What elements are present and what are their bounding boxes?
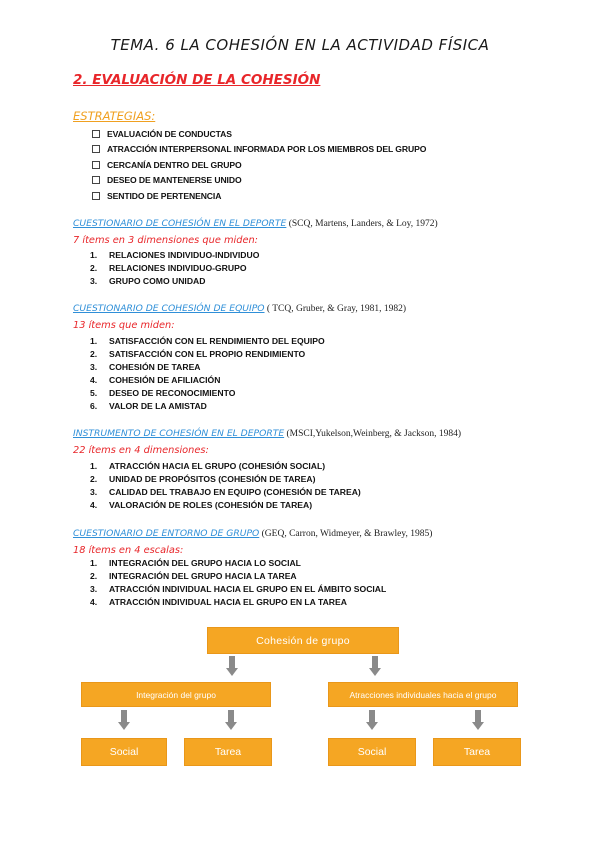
questionnaire-list: [90, 459, 361, 511]
questionnaire-heading: [73, 303, 406, 314]
questionnaire-reference: (GEQ, Carron, Widmeyer, & Brawley, 1985): [259, 529, 433, 539]
strategy-item: CERCANÍA DENTRO DEL GRUPO: [92, 157, 426, 173]
page-title: TEMA. 6 LA COHESIÓN EN LA ACTIVIDAD FÍSICA: [110, 36, 490, 54]
strategy-item: EVALUACIÓN DE CONDUCTAS: [92, 126, 426, 142]
list-item: 2. UNIDAD DE PROPÓSITOS (COHESIÓN DE TAREA): [90, 473, 316, 484]
checkbox-icon[interactable]: [92, 192, 100, 200]
list-item: 1. ATRACCIÓN HACIA EL GRUPO (COHESIÓN SOCIAL): [90, 460, 326, 471]
questionnaire-reference: (MSCI,Yukelson,Weinberg, & Jackson, 1984): [284, 429, 462, 439]
section-title: 2. EVALUACIÓN DE LA COHESIÓN: [73, 72, 321, 88]
list-item: 2. INTEGRACIÓN DEL GRUPO HACIA LA TAREA: [90, 570, 297, 581]
arrow-down-icon: [227, 710, 235, 730]
checkbox-icon[interactable]: [92, 161, 100, 169]
strategy-item: SENTIDO DE PERTENENCIA: [92, 188, 426, 204]
list-item: 4. COHESIÓN DE AFILIACIÓN: [90, 374, 221, 385]
questionnaire-subtitle: 18 ítems en 4 escalas:: [73, 545, 184, 556]
questionnaire-list: [90, 248, 259, 287]
diagram-leaf-box: Tarea: [184, 738, 272, 766]
questionnaire-subtitle: 7 ítems en 3 dimensiones que miden:: [73, 235, 258, 246]
checkbox-icon[interactable]: [92, 176, 100, 184]
arrow-down-icon: [228, 656, 236, 676]
list-item: 2. SATISFACCIÓN CON EL PROPIO RENDIMIENTO: [90, 348, 306, 359]
arrow-down-icon: [474, 710, 482, 730]
checkbox-icon[interactable]: [92, 145, 100, 153]
diagram-right-box: Atracciones individuales hacia el grupo: [328, 682, 518, 707]
list-item: 3. ATRACCIÓN INDIVIDUAL HACIA EL GRUPO EN EL ÁMBITO SOCIAL: [90, 583, 387, 594]
questionnaire-subtitle: 22 ítems en 4 dimensiones:: [73, 445, 209, 456]
arrow-down-icon: [371, 656, 379, 676]
checkbox-icon[interactable]: [92, 130, 100, 138]
questionnaire-heading: [73, 218, 438, 229]
questionnaire-list: [90, 556, 386, 608]
arrow-down-icon: [120, 710, 128, 730]
questionnaire-heading: [73, 428, 461, 439]
questionnaire-name[interactable]: INSTRUMENTO DE COHESIÓN EN EL DEPORTE: [73, 428, 285, 439]
list-item: 1. SATISFACCIÓN CON EL RENDIMIENTO DEL EQUIPO: [90, 335, 325, 346]
questionnaire-name[interactable]: CUESTIONARIO DE COHESIÓN EN EL DEPORTE: [73, 218, 287, 229]
list-item: 4. VALORACIÓN DE ROLES (COHESIÓN DE TAREA): [90, 499, 313, 510]
list-item: 3. COHESIÓN DE TAREA: [90, 361, 201, 372]
questionnaire-name[interactable]: CUESTIONARIO DE ENTORNO DE GRUPO: [73, 528, 260, 539]
questionnaire-list: [90, 334, 325, 412]
list-item: 2. RELACIONES INDIVIDUO-GRUPO: [90, 262, 247, 273]
strategies-label: ESTRATEGIAS:: [73, 109, 156, 123]
arrow-down-icon: [368, 710, 376, 730]
strategy-item: ATRACCIÓN INTERPERSONAL INFORMADA POR LOS MIEMBROS DEL GRUPO: [92, 142, 426, 158]
questionnaire-heading: [73, 528, 432, 539]
list-item: 4. ATRACCIÓN INDIVIDUAL HACIA EL GRUPO EN LA TAREA: [90, 596, 347, 607]
questionnaire-reference: (SCQ, Martens, Landers, & Loy, 1972): [286, 219, 438, 229]
list-item: 3. CALIDAD DEL TRABAJO EN EQUIPO (COHESIÓN DE TAREA): [90, 486, 361, 497]
list-item: 6. VALOR DE LA AMISTAD: [90, 400, 207, 411]
diagram-root-box: Cohesión de grupo: [207, 627, 399, 654]
list-item: 1. INTEGRACIÓN DEL GRUPO HACIA LO SOCIAL: [90, 557, 301, 568]
strategies-checklist: [92, 126, 426, 204]
strategy-item: DESEO DE MANTENERSE UNIDO: [92, 173, 426, 189]
list-item: 1. RELACIONES INDIVIDUO-INDIVIDUO: [90, 249, 260, 260]
questionnaire-name[interactable]: CUESTIONARIO DE COHESIÓN DE EQUIPO: [73, 303, 265, 314]
questionnaire-subtitle: 13 ítems que miden:: [73, 320, 175, 331]
diagram-leaf-box: Tarea: [433, 738, 521, 766]
list-item: 5. DESEO DE RECONOCIMIENTO: [90, 387, 236, 398]
diagram-left-box: Integración del grupo: [81, 682, 271, 707]
questionnaire-reference: ( TCQ, Gruber, & Gray, 1981, 1982): [264, 304, 407, 314]
diagram-leaf-box: Social: [328, 738, 416, 766]
diagram-leaf-box: Social: [81, 738, 167, 766]
list-item: 3. GRUPO COMO UNIDAD: [90, 275, 206, 286]
